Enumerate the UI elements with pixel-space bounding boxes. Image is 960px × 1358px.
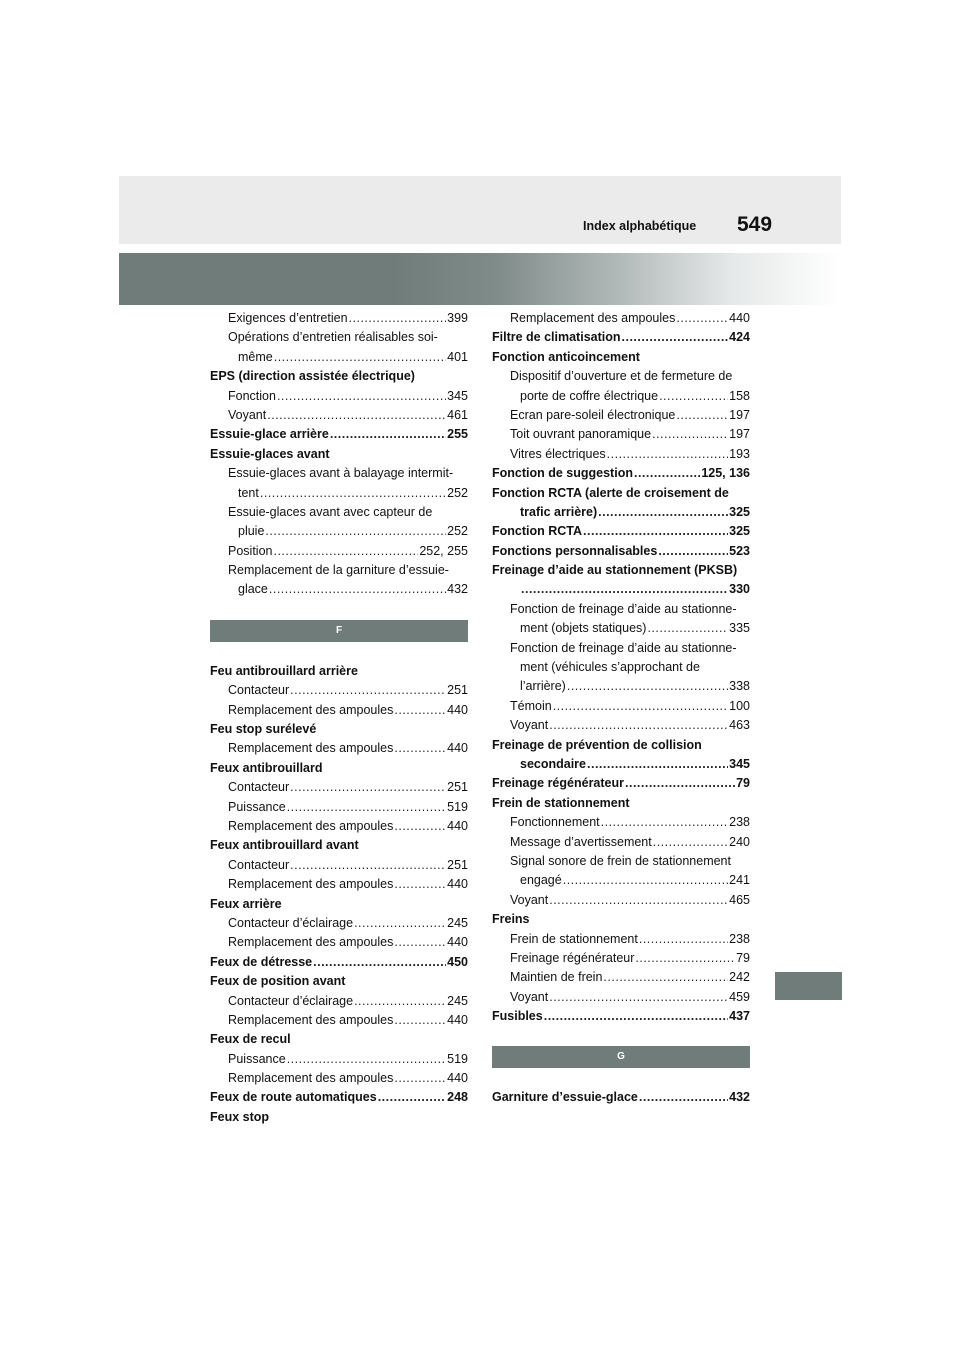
entry-text: même <box>238 349 273 364</box>
entry-text: porte de coffre électrique <box>520 388 659 403</box>
dot-leader <box>549 988 728 1007</box>
dot-leader <box>652 425 728 444</box>
entry-text: Frein de stationnement <box>510 931 638 946</box>
page-reference: 255 <box>447 427 468 442</box>
dot-leader <box>260 484 446 503</box>
page-reference: 197 <box>729 427 750 442</box>
index-subentry <box>492 425 750 444</box>
page-reference: 158 <box>729 388 750 403</box>
dot-leader <box>394 701 446 720</box>
index-subentry <box>210 387 468 406</box>
index-subentry <box>210 739 468 758</box>
entry-text: Remplacement des ampoules <box>228 1071 394 1086</box>
page-reference: 440 <box>729 311 750 325</box>
index-heading: Feux antibrouillard <box>210 760 323 775</box>
chapter-thumb-tab <box>775 972 842 1000</box>
index-subentry <box>492 871 750 890</box>
page-reference: 440 <box>447 818 468 833</box>
entry-text: Exigences d’entretien <box>228 311 348 325</box>
index-subentry <box>210 875 468 894</box>
header-gradient-band <box>119 253 841 305</box>
entry-text: ment (objets statiques) <box>520 621 647 636</box>
page-reference: 335 <box>729 621 750 636</box>
dot-leader <box>676 406 728 425</box>
entry-text: tent <box>238 485 259 500</box>
dot-leader <box>378 1088 446 1107</box>
index-subentry <box>210 798 468 817</box>
index-heading: Feux de position avant <box>210 974 346 989</box>
entry-text: Fonction RCTA <box>492 524 583 539</box>
index-subentry <box>492 988 750 1007</box>
index-entry <box>492 464 750 483</box>
index-entry <box>210 1088 468 1107</box>
dot-leader <box>625 774 735 793</box>
page-reference: 100 <box>729 698 750 713</box>
entry-text: trafic arrière) <box>520 504 598 519</box>
entry-text: Fonction de suggestion <box>492 466 633 481</box>
index-entry <box>492 774 750 793</box>
page-reference: 519 <box>447 1051 468 1066</box>
dot-leader <box>549 891 728 910</box>
entry-text: Feux de route automatiques <box>210 1090 377 1105</box>
entry-text: Témoin <box>510 698 552 713</box>
page-reference: 440 <box>447 1071 468 1086</box>
dot-leader <box>553 697 728 716</box>
index-heading: Feux arrière <box>210 896 282 911</box>
dot-leader <box>394 739 446 758</box>
page-number: 549 <box>737 213 773 236</box>
page-reference: 424 <box>729 330 750 345</box>
index-subentry <box>210 522 468 541</box>
entry-text: Voyant <box>510 718 549 733</box>
index-heading: Feux stop <box>210 1109 270 1124</box>
index-subentry <box>492 891 750 910</box>
index-entry <box>492 542 750 561</box>
index-entry <box>492 328 750 347</box>
entry-text: Remplacement des ampoules <box>228 818 394 833</box>
dot-leader <box>394 1069 446 1088</box>
index-subentry <box>210 309 468 328</box>
index-subentry <box>492 833 750 852</box>
dot-leader <box>394 875 446 894</box>
dot-leader <box>607 445 728 464</box>
entry-text: Fonctionnement <box>510 815 600 830</box>
entry-text: Voyant <box>228 407 267 422</box>
page-reference: 440 <box>447 1012 468 1027</box>
index-subentry <box>492 309 750 328</box>
index-heading: Freinage d’aide au stationnement (PKSB) <box>492 563 738 578</box>
index-heading: Feu stop surélevé <box>210 722 317 737</box>
index-subentry <box>492 580 750 599</box>
page-reference: 399 <box>447 311 468 325</box>
index-entry-line: Opérations d’entretien réalisables soi- <box>228 330 438 345</box>
index-section-letter: G <box>492 1046 750 1068</box>
page-reference: 197 <box>729 407 750 422</box>
page-reference: 463 <box>729 718 750 733</box>
entry-text: Position <box>228 543 273 558</box>
dot-leader <box>290 856 446 875</box>
dot-leader <box>290 778 446 797</box>
entry-text: Contacteur <box>228 683 290 698</box>
page-reference: 432 <box>447 582 468 597</box>
entry-text: Remplacement des ampoules <box>228 702 394 717</box>
entry-text: Filtre de climatisation <box>492 330 621 345</box>
index-subentry <box>492 677 750 696</box>
page-reference: 245 <box>447 915 468 930</box>
dot-leader <box>273 542 418 561</box>
dot-leader <box>544 1007 728 1026</box>
index-subentry <box>210 914 468 933</box>
index-subentry <box>210 856 468 875</box>
dot-leader <box>653 833 728 852</box>
page-reference: 338 <box>729 679 750 694</box>
dot-leader <box>394 933 446 952</box>
entry-text: Fonctions personnalisables <box>492 543 658 558</box>
page-reference: 251 <box>447 780 468 795</box>
dot-leader <box>563 871 728 890</box>
index-subentry <box>210 992 468 1011</box>
index-subentry <box>210 348 468 367</box>
page-reference: 252 <box>447 524 468 539</box>
index-subentry <box>492 406 750 425</box>
index-entry-line: Fonction de freinage d’aide au stationne- <box>510 640 737 655</box>
dot-leader <box>567 677 728 696</box>
entry-text: pluie <box>238 524 265 539</box>
dot-leader <box>658 542 728 561</box>
index-subentry <box>210 933 468 952</box>
index-entry <box>210 953 468 972</box>
entry-text: Contacteur <box>228 780 290 795</box>
dot-leader <box>287 798 446 817</box>
index-entry-line: Signal sonore de frein de stationnement <box>510 853 731 868</box>
page-reference: 440 <box>447 741 468 756</box>
index-entry <box>210 425 468 444</box>
page-reference: 437 <box>729 1009 750 1024</box>
dot-leader <box>676 309 728 328</box>
dot-leader <box>287 1050 446 1069</box>
dot-leader <box>394 817 446 836</box>
entry-text: Vitres électriques <box>510 446 606 461</box>
index-subentry <box>492 930 750 949</box>
dot-leader <box>634 464 700 483</box>
index-heading: Feux antibrouillard avant <box>210 838 359 853</box>
page-reference: 345 <box>729 756 750 771</box>
page-reference: 79 <box>736 950 750 965</box>
index-entry <box>492 522 750 541</box>
dot-leader <box>659 387 728 406</box>
entry-text: glace <box>238 582 268 597</box>
page-reference: 245 <box>447 993 468 1008</box>
index-subentry <box>492 755 750 774</box>
index-subentry <box>210 778 468 797</box>
index-section-letter: F <box>210 620 468 642</box>
dot-leader <box>639 1088 728 1107</box>
index-subentry <box>210 817 468 836</box>
index-entry-line: Essuie-glaces avant avec capteur de <box>228 504 433 519</box>
index-subentry <box>492 619 750 638</box>
index-heading: Essuie-glaces avant <box>210 446 330 461</box>
entry-text: l’arrière) <box>520 679 566 694</box>
page-reference: 248 <box>447 1090 468 1105</box>
page-reference: 238 <box>729 815 750 830</box>
index-heading: Feu antibrouillard arrière <box>210 663 358 678</box>
page-reference: 401 <box>447 349 468 364</box>
entry-text: Garniture d’essuie-glace <box>492 1090 638 1105</box>
dot-leader <box>274 348 446 367</box>
header-section-title: Index alphabétique <box>583 219 697 233</box>
page-reference: 252, 255 <box>419 543 468 558</box>
page-reference: 330 <box>729 582 750 597</box>
page-reference: 459 <box>729 989 750 1004</box>
index-subentry <box>492 503 750 522</box>
entry-text: secondaire <box>520 756 587 771</box>
dot-leader <box>601 813 729 832</box>
dot-leader <box>267 406 446 425</box>
dot-leader <box>354 914 446 933</box>
page-reference: 240 <box>729 834 750 849</box>
page-reference: 440 <box>447 702 468 717</box>
index-column-left <box>210 309 468 1127</box>
entry-text: Remplacement des ampoules <box>228 935 394 950</box>
index-entry <box>492 1088 750 1107</box>
page-reference: 519 <box>447 799 468 814</box>
index-subentry <box>492 949 750 968</box>
entry-text: Contacteur d’éclairage <box>228 993 354 1008</box>
page-reference: 238 <box>729 931 750 946</box>
entry-text: Remplacement des ampoules <box>228 1012 394 1027</box>
entry-text: Toit ouvrant panoramique <box>510 427 652 442</box>
dot-leader <box>635 949 735 968</box>
entry-text: engagé <box>520 873 562 888</box>
dot-leader <box>587 755 728 774</box>
index-heading: Freins <box>492 912 530 927</box>
page-reference: 125, 136 <box>701 466 750 481</box>
page-reference: 523 <box>729 543 750 558</box>
dot-leader <box>330 425 446 444</box>
dot-leader <box>603 968 728 987</box>
dot-leader <box>277 387 446 406</box>
page-reference: 432 <box>729 1090 750 1105</box>
index-subentry <box>492 968 750 987</box>
entry-text: Freinage régénérateur <box>492 776 624 791</box>
entry-text: Message d’avertissement <box>510 834 652 849</box>
index-heading: Feux de recul <box>210 1032 291 1047</box>
entry-text: Essuie-glace arrière <box>210 427 329 442</box>
dot-leader <box>265 522 446 541</box>
entry-text: Remplacement des ampoules <box>510 311 676 325</box>
entry-text: Ecran pare-soleil électronique <box>510 407 676 422</box>
dot-leader <box>521 580 728 599</box>
index-entry-line: ment (véhicules s’approchant de <box>520 660 700 675</box>
index-subentry <box>210 701 468 720</box>
index-subentry <box>492 387 750 406</box>
dot-leader <box>313 953 446 972</box>
page-reference: 241 <box>729 873 750 888</box>
index-entry-line: Dispositif d’ouverture et de fermeture de <box>510 369 733 384</box>
dot-leader <box>354 992 446 1011</box>
index-subentry <box>210 542 468 561</box>
page-reference: 465 <box>729 892 750 907</box>
index-heading: Frein de stationnement <box>492 795 630 810</box>
index-heading: Fonction RCTA (alerte de croisement de <box>492 485 729 500</box>
index-subentry <box>492 445 750 464</box>
index-subentry <box>210 406 468 425</box>
index-subentry <box>210 1069 468 1088</box>
dot-leader <box>394 1011 446 1030</box>
page-reference: 252 <box>447 485 468 500</box>
index-subentry <box>210 1011 468 1030</box>
entry-text: Feux de détresse <box>210 954 313 969</box>
entry-text: Maintien de frein <box>510 970 603 985</box>
page-reference: 193 <box>729 446 750 461</box>
page-reference: 79 <box>736 776 750 791</box>
index-entry-line: Remplacement de la garniture d’essuie- <box>228 563 449 578</box>
dot-leader <box>598 503 728 522</box>
entry-text: Puissance <box>228 799 286 814</box>
dot-leader <box>290 681 446 700</box>
index-subentry <box>210 1050 468 1069</box>
index-heading: Fonction anticoincement <box>492 349 640 364</box>
dot-leader <box>639 930 728 949</box>
header-box <box>119 176 841 244</box>
page-reference: 251 <box>447 683 468 698</box>
entry-text: Freinage régénérateur <box>510 950 635 965</box>
index-subentry <box>492 813 750 832</box>
index-subentry <box>492 716 750 735</box>
dot-leader <box>583 522 728 541</box>
entry-text: Remplacement des ampoules <box>228 877 394 892</box>
dot-leader <box>622 328 729 347</box>
index-subentry <box>210 681 468 700</box>
page-reference: 450 <box>447 954 468 969</box>
index-subentry <box>210 580 468 599</box>
index-subentry <box>210 484 468 503</box>
entry-text: Voyant <box>510 989 549 1004</box>
entry-text: Fonction <box>228 388 276 403</box>
page-reference: 251 <box>447 857 468 872</box>
index-heading: EPS (direction assistée électrique) <box>210 369 415 384</box>
dot-leader <box>549 716 728 735</box>
index-heading: Freinage de prévention de collision <box>492 737 702 752</box>
entry-text: Remplacement des ampoules <box>228 741 394 756</box>
index-column-right <box>492 309 750 1108</box>
dot-leader <box>269 580 446 599</box>
page-reference: 325 <box>729 524 750 539</box>
page-reference: 461 <box>447 407 468 422</box>
page-reference: 325 <box>729 504 750 519</box>
entry-text: Fusibles <box>492 1009 543 1024</box>
dot-leader <box>349 309 447 328</box>
index-entry-line: Essuie-glaces avant à balayage intermit- <box>228 466 454 481</box>
entry-text: Contacteur d’éclairage <box>228 915 354 930</box>
page-reference: 440 <box>447 935 468 950</box>
entry-text: Contacteur <box>228 857 290 872</box>
index-entry-line: Fonction de freinage d’aide au stationne- <box>510 601 737 616</box>
page-reference: 440 <box>447 877 468 892</box>
dot-leader <box>647 619 728 638</box>
entry-text: Voyant <box>510 892 549 907</box>
index-entry <box>492 1007 750 1026</box>
page-reference: 242 <box>729 970 750 985</box>
page-reference: 345 <box>447 388 468 403</box>
entry-text: Puissance <box>228 1051 286 1066</box>
index-subentry <box>492 697 750 716</box>
